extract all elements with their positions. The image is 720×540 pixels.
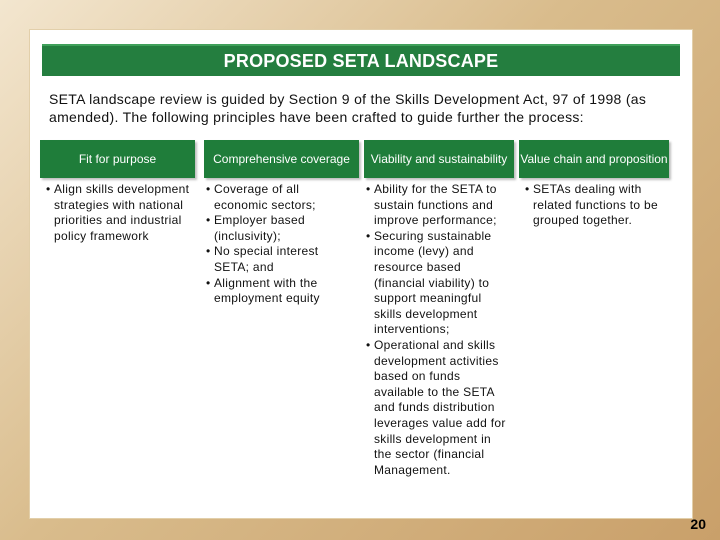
bullet-item: • Align skills development strategies with national priorities and industrial policy framework (46, 182, 190, 243)
intro-paragraph: SETA landscape review is guided by Section 9 of the Skills Development Act, 97 of 1998 (as amended). The following principles have been crafted to guide further the process: (49, 91, 647, 125)
bullet-item: • No special interest SETA; and (206, 244, 319, 274)
bullet-icon: • (206, 275, 211, 290)
bullet-icon: • (366, 228, 371, 243)
bullet-item: • Securing sustainable income (levy) and resource based (financial viability) to support meaningful skills development interventions; (366, 228, 492, 337)
header-fit-for-purpose (40, 140, 195, 178)
bullet-icon: • (366, 182, 371, 196)
header-viability-sustainability (364, 140, 514, 178)
bullet-item: • SETAs dealing with related functions to be grouped together. (525, 182, 658, 228)
page-number: 20 (690, 516, 706, 532)
bullet-item: • Employer based (inclusivity); (206, 213, 305, 243)
bullet-item: • Ability for the SETA to sustain functions and improve performance; (366, 182, 497, 228)
slide-title: PROPOSED SETA LANDSCAPE (42, 44, 680, 76)
bullet-icon: • (46, 182, 51, 196)
header-comprehensive-coverage (204, 140, 359, 178)
column-value-chain (525, 182, 670, 229)
header-label: Viability and sustainability (370, 151, 508, 166)
column-viability-sustainability (366, 182, 512, 478)
header-label: Value chain and proposition (520, 151, 668, 166)
bullet-item: • Operational and skills development activities based on funds available to the SETA and funds distribution leverages value add for skills development in the sector (financial Management. (366, 337, 506, 477)
bullet-icon: • (206, 213, 211, 228)
bullet-icon: • (525, 182, 530, 196)
bullet-item: • Coverage of all economic sectors; (206, 182, 316, 212)
bullet-icon: • (206, 244, 211, 259)
column-fit-for-purpose (46, 182, 196, 244)
bullet-icon: • (366, 337, 371, 352)
header-label: Comprehensive coverage (213, 151, 350, 166)
header-value-chain (519, 140, 669, 178)
bullet-item: • Alignment with the employment equity (206, 275, 320, 306)
column-comprehensive-coverage (206, 182, 346, 307)
header-label: Fit for purpose (78, 151, 157, 166)
bullet-icon: • (206, 182, 211, 196)
